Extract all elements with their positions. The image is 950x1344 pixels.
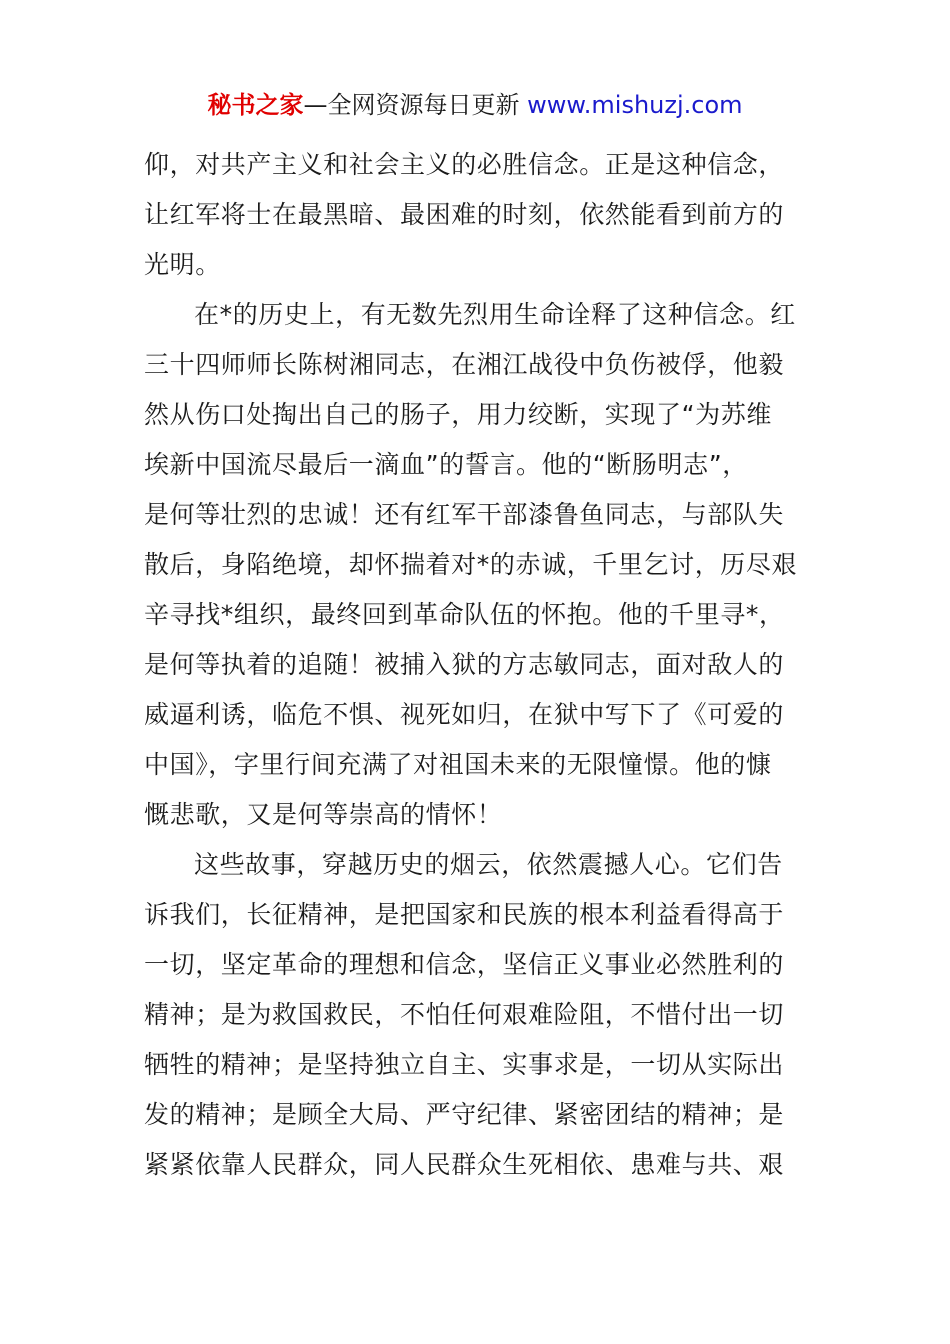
document-body <box>144 140 808 1190</box>
text-line: 让红军将士在最黑暗、最困难的时刻，依然能看到前方的 <box>144 200 785 229</box>
text-line: 然从伤口处掏出自己的肠子，用力绞断，实现了“为苏维 <box>144 400 772 429</box>
text-line: 辛寻找*组织，最终回到革命队伍的怀抱。他的千里寻*， <box>144 600 785 629</box>
text-line: 三十四师师长陈树湘同志，在湘江战役中负伤被俘，他毅 <box>144 350 785 379</box>
text-line: 中国》，字里行间充满了对祖国未来的无限憧憬。他的慷 <box>144 750 772 779</box>
text-line: 埃新中国流尽最后一滴血”的誓言。他的“断肠明志”， <box>144 450 748 479</box>
text-line: 牺牲的精神；是坚持独立自主、实事求是，一切从实际出 <box>144 1050 785 1079</box>
text-line: 发的精神；是顾全大局、严守纪律、紧密团结的精神；是 <box>144 1100 785 1129</box>
header-separator: — <box>303 91 328 119</box>
text-line: 光明。 <box>144 250 221 279</box>
page-header <box>0 88 950 122</box>
website-link[interactable]: www.mishuzj.com <box>527 91 743 119</box>
text-line: 诉我们，长征精神，是把国家和民族的根本利益看得高于 <box>144 900 785 929</box>
paragraph-start-line: 在*的历史上，有无数先烈用生命诠释了这种信念。红 <box>194 300 796 329</box>
text-line: 紧紧依靠人民群众，同人民群众生死相依、患难与共、艰 <box>144 1150 785 1179</box>
text-line: 一切，坚定革命的理想和信念，坚信正义事业必然胜利的 <box>144 950 785 979</box>
text-line: 精神；是为救国救民，不怕任何艰难险阻，不惜付出一切 <box>144 1000 785 1029</box>
paragraph-start-line: 这些故事，穿越历史的烟云，依然震撼人心。它们告 <box>194 850 783 879</box>
text-line: 散后，身陷绝境，却怀揣着对*的赤诚，千里乞讨，历尽艰 <box>144 550 798 579</box>
text-line: 仰，对共产主义和社会主义的必胜信念。正是这种信念， <box>144 150 785 179</box>
text-line: 威逼利诱，临危不惧、视死如归，在狱中写下了《可爱的 <box>144 700 785 729</box>
brand-name: 秘书之家 <box>207 91 304 119</box>
text-line: 是何等执着的追随！被捕入狱的方志敏同志，面对敌人的 <box>144 650 785 679</box>
text-line: 是何等壮烈的忠诚！还有红军干部漆鲁鱼同志，与部队失 <box>144 500 785 529</box>
text-line: 慨悲歌，又是何等崇高的情怀！ <box>144 800 503 829</box>
header-tagline: 全网资源每日更新 <box>327 91 520 119</box>
